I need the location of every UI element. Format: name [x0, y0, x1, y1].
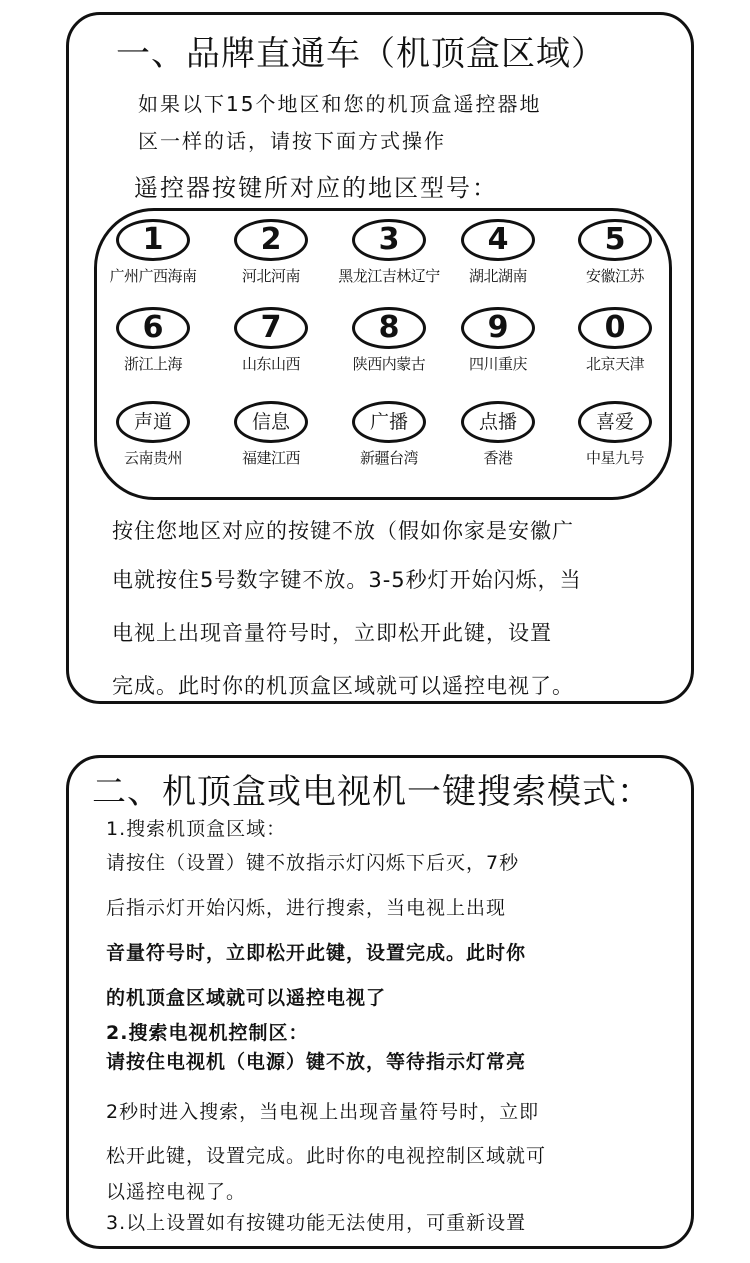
key-oval: 声道 — [116, 401, 190, 443]
key-region-label: 中星九号 — [585, 449, 644, 467]
section-2-title: 二、机顶盒或电视机一键搜索模式： — [92, 772, 652, 812]
key-6 — [94, 307, 212, 374]
key-oval: 2 — [234, 219, 308, 261]
key-5 — [556, 219, 674, 286]
key-region-label: 黑龙江吉林辽宁 — [338, 267, 440, 285]
key-region-label: 河北河南 — [241, 267, 300, 285]
key-region-label: 浙江上海 — [123, 355, 182, 373]
instruction-line-3: 电视上出现音量符号时，立即松开此键，设置 — [112, 621, 552, 645]
key-7 — [212, 307, 330, 374]
step-2-line: 以遥控电视了。 — [106, 1181, 247, 1203]
key-oval: 点播 — [461, 401, 535, 443]
intro-line-1: 如果以下15个地区和您的机顶盒遥控器地 — [138, 92, 542, 116]
key-region-label: 安徽江苏 — [585, 267, 644, 285]
key-oval: 9 — [461, 307, 535, 349]
key-region-label: 湖北湖南 — [468, 267, 527, 285]
step-1-line: 后指示灯开始闪烁，进行搜索，当电视上出现 — [106, 897, 507, 919]
key-1 — [94, 219, 212, 286]
step-2-line: 松开此键，设置完成。此时你的电视控制区域就可 — [106, 1145, 547, 1167]
key-oval: 6 — [116, 307, 190, 349]
key-oval: 喜爱 — [578, 401, 652, 443]
key-audio-channel — [94, 401, 212, 468]
intro-line-2: 区一样的话，请按下面方式操作 — [138, 129, 446, 153]
instruction-line-2: 电就按住5号数字键不放。3-5秒灯开始闪烁，当 — [112, 568, 582, 592]
step-2-line: 请按住电视机（电源）键不放，等待指示灯常亮 — [106, 1051, 527, 1073]
instruction-line-1: 按住您地区对应的按键不放（假如你家是安徽广 — [112, 519, 574, 543]
key-oval: 8 — [352, 307, 426, 349]
key-3 — [330, 219, 448, 286]
key-oval: 1 — [116, 219, 190, 261]
key-oval: 0 — [578, 307, 652, 349]
key-favorite — [556, 401, 674, 468]
key-oval: 信息 — [234, 401, 308, 443]
key-region-label: 福建江西 — [241, 449, 300, 467]
key-mapping-subtitle: 遥控器按键所对应的地区型号： — [134, 174, 498, 202]
key-region-label: 广州广西海南 — [109, 267, 197, 285]
key-0 — [556, 307, 674, 374]
step-1-line: 的机顶盒区域就可以遥控电视了 — [106, 987, 387, 1009]
key-oval: 3 — [352, 219, 426, 261]
key-region-label: 新疆台湾 — [359, 449, 418, 467]
key-2 — [212, 219, 330, 286]
remote-key-grid — [94, 208, 672, 500]
key-info — [212, 401, 330, 468]
instruction-line-4: 完成。此时你的机顶盒区域就可以遥控电视了。 — [112, 674, 574, 698]
step-2-heading: 2.搜索电视机控制区： — [106, 1022, 309, 1044]
step-3-line: 3.以上设置如有按键功能无法使用，可重新设置 — [106, 1212, 527, 1234]
key-region-label: 山东山西 — [241, 355, 300, 373]
key-oval: 广播 — [352, 401, 426, 443]
step-1-heading: 1.搜索机顶盒区域： — [106, 818, 287, 840]
key-region-label: 北京天津 — [585, 355, 644, 373]
step-2-line: 2秒时进入搜索，当电视上出现音量符号时，立即 — [106, 1101, 540, 1123]
step-1-line: 请按住（设置）键不放指示灯闪烁下后灭，7秒 — [106, 852, 520, 874]
key-oval: 7 — [234, 307, 308, 349]
key-oval: 4 — [461, 219, 535, 261]
key-9 — [439, 307, 557, 374]
step-1-line: 音量符号时，立即松开此键，设置完成。此时你 — [106, 942, 527, 964]
key-broadcast — [330, 401, 448, 468]
key-region-label: 云南贵州 — [123, 449, 182, 467]
key-oval: 5 — [578, 219, 652, 261]
section-1-title: 一、品牌直通车（机顶盒区域） — [116, 34, 606, 74]
key-region-label: 香港 — [483, 449, 513, 467]
key-on-demand — [439, 401, 557, 468]
key-region-label: 四川重庆 — [468, 355, 527, 373]
key-4 — [439, 219, 557, 286]
key-8 — [330, 307, 448, 374]
key-region-label: 陕西内蒙古 — [352, 355, 426, 373]
